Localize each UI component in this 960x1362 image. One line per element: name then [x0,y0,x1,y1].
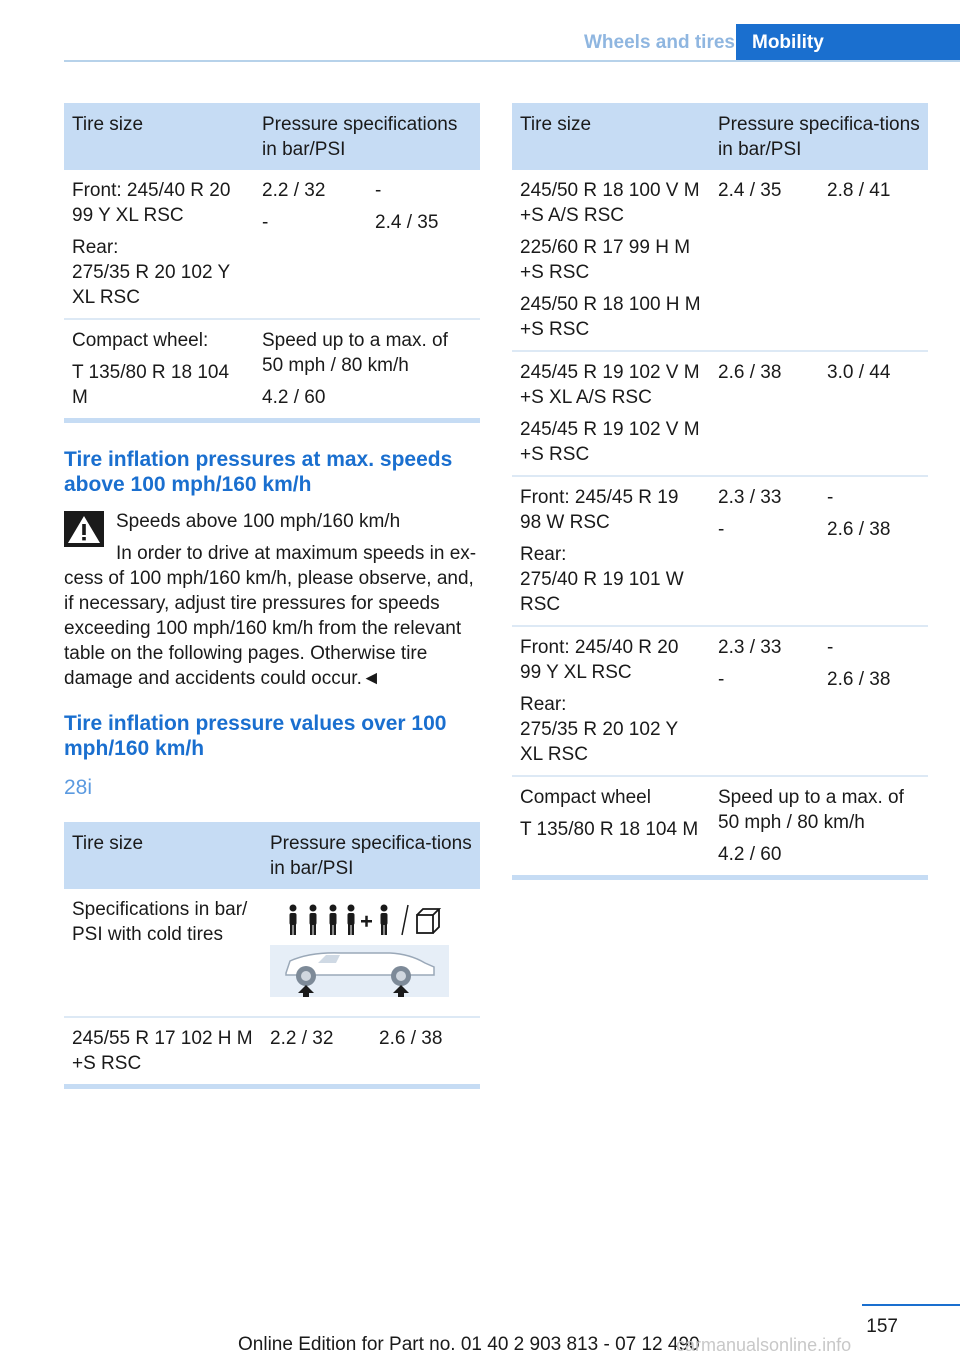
pressure-value: 2.6 / 38 [827,519,891,540]
tire-size: 245/45 R 19 102 V M +S XL A/S RSC [520,362,700,408]
warning-title: Speeds above 100 mph/160 km/h [116,511,401,532]
pressure-value: - [718,669,725,690]
col-header-pressure: Pressure specifications in bar/PSI [254,103,480,170]
pressure-value: 2.6 / 38 [827,669,891,690]
watermark: carmanualsonline.info [676,1335,852,1355]
table-row [512,351,928,476]
tire-pressure-table-3 [512,103,928,880]
right-column [512,103,928,880]
table-row [64,319,480,421]
load-condition-illustration [270,897,449,997]
section-heading: Tire inflation pressures at max. speeds above 100 mph/160 km/h [64,448,453,496]
section-heading: Tire inflation pressure values over 100 mph/160 km/h [64,712,447,760]
pressure-value: 2.8 / 41 [819,170,928,351]
speed-note: Speed up to a max. of 50 mph / 80 km/h [262,330,448,376]
warning-triangle-icon [64,511,104,547]
pressure-value: 2.3 / 33 [718,637,782,658]
tire-size-rear: Rear: 275/40 R 19 101 W RSC [520,544,684,615]
tire-size: 245/50 R 18 100 H M +S RSC [520,294,701,340]
table-row [64,889,480,1017]
pressure-value: 3.0 / 44 [819,351,928,476]
pressure-value: - [827,637,834,658]
tire-size-rear: Rear: 275/35 R 20 102 Y XL RSC [520,694,678,765]
tire-size-front: Front: 245/40 R 20 99 Y XL RSC [520,637,679,683]
speed-note: Speed up to a max. of 50 mph / 80 km/h [718,787,904,833]
tire-pressure-table-2 [64,822,480,1089]
tire-size-rear: Rear: 275/35 R 20 102 Y XL RSC [72,237,230,308]
tire-size-label: Compact wheel: [72,330,209,351]
left-column [64,103,480,1089]
table-row [64,1017,480,1087]
edition-note: Online Edition for Part no. 01 40 2 903 813 - 07 12 490 [238,1334,700,1355]
pressure-value: 2.6 / 38 [710,351,819,476]
tire-pressure-table-1 [64,103,480,423]
header-tab-mobility: Mobility [736,24,960,62]
pressure-value: - [827,487,834,508]
tire-size-front: Front: 245/45 R 19 98 W RSC [520,487,679,533]
table-row [512,170,928,351]
table-row [64,170,480,319]
spec-note: Specifications in bar/ PSI with cold tires [64,889,262,1017]
pressure-value: - [262,212,269,233]
tire-size: T 135/80 R 18 104 M [72,362,230,408]
col-header-tire-size: Tire size [64,822,262,889]
page-number: 157 [866,1316,898,1337]
warning-block [64,509,480,691]
col-header-pressure: Pressure specifica-tions in bar/PSI [710,103,928,170]
tire-size: T 135/80 R 18 104 M [520,819,699,840]
tire-size-front: Front: 245/40 R 20 99 Y XL RSC [72,180,231,226]
pressure-value: 2.4 / 35 [710,170,819,351]
tire-size-label: Compact wheel [520,787,651,808]
pressure-value: 2.2 / 32 [262,180,326,201]
pressure-value: 4.2 / 60 [718,844,782,865]
table-row [512,476,928,626]
pressure-value: 2.6 / 38 [371,1017,480,1087]
table-row [512,626,928,776]
tire-size: 245/55 R 17 102 H M +S RSC [64,1017,262,1087]
model-heading: 28i [64,776,93,799]
footer-rule [862,1304,960,1306]
tire-size: 245/50 R 18 100 V M +S A/S RSC [520,180,700,226]
col-header-tire-size: Tire size [512,103,710,170]
tire-size: 245/45 R 19 102 V M +S RSC [520,419,700,465]
pressure-value: 2.2 / 32 [262,1017,371,1087]
header-section-title: Wheels and tires [584,32,735,53]
warning-body: cess of 100 mph/160 km/h, please observe, and, if necessary, adjust tire pressures for speeds exceeding 100 mph/160 km/h from the relevant table on the following pages. Otherwise tire damage and accidents could occur.◄ [64,568,474,689]
pressure-value: 2.3 / 33 [718,487,782,508]
warning-body-first-line: In order to drive at maximum speeds in ex- [116,543,477,564]
pressure-value: - [375,180,382,201]
tire-size: 225/60 R 17 99 H M +S RSC [520,237,691,283]
pressure-value: 2.4 / 35 [375,212,439,233]
col-header-pressure: Pressure specifica-tions in bar/PSI [262,822,480,889]
pressure-value: 4.2 / 60 [262,387,326,408]
header-rule [64,60,960,62]
table-row [512,776,928,878]
col-header-tire-size: Tire size [64,103,254,170]
pressure-value: - [718,519,725,540]
